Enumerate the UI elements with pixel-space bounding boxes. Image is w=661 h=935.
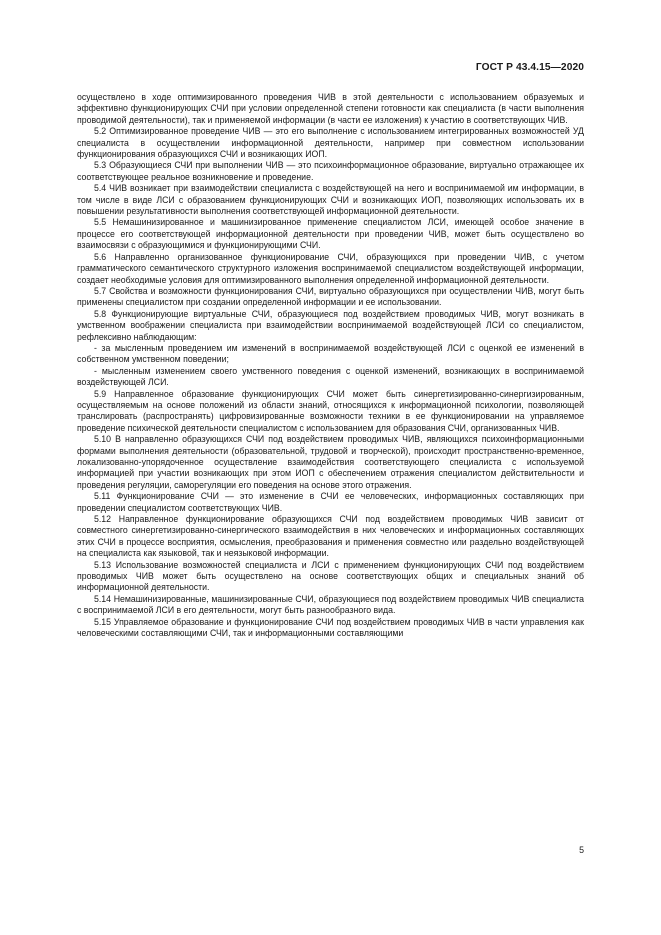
paragraph-continuation: осуществлено в ходе оптимизированного проведения ЧИВ в этой деятельности с использованием образуемых и эффективно функционирующих СЧИ при условии определенной степени готовности как специалиста (в части выполнения проводимой деятельности), так и применяемой информации (в части ее изложения) к участию в соответствующих ЧИВ. [77,92,584,125]
list-item-5-8-b: - мысленным изменением своего умственного поведения с оценкой изменений, возникающих в воспринимаемой воздействующей ЛСИ. [77,365,584,388]
paragraph-5-13: 5.13 Использование возможностей специалиста и ЛСИ с применением функционирующих СЧИ под воздействием проводимых ЧИВ может быть осуществлено на основе соответствующих общих и специальных знаний об информационной деятельности. [77,559,584,593]
paragraph-5-14: 5.14 Немашинизированные, машинизированные СЧИ, образующиеся под воздействием проводимых ЧИВ специалиста с воспринимаемой ЛСИ в его деятельности, могут быть разнообразного вида. [77,593,584,616]
paragraph-5-11: 5.11 Функционирование СЧИ — это изменение в СЧИ ее человеческих, информационных составляющих при проведении специалистом соответствующих ЧИВ. [77,491,584,513]
list-item-5-8-a: - за мысленным проведением им изменений в воспринимаемой воздействующей ЛСИ с оценкой ее изменений в собственном умственном поведении; [77,342,584,365]
page-number: 5 [579,845,584,855]
paragraph-5-3: 5.3 Образующиеся СЧИ при выполнении ЧИВ — это психоинформационное образование, виртуально отражающее их соответствующее реальное возникновение и проведение. [77,160,584,182]
paragraph-5-6: 5.6 Направленно организованное функционирование СЧИ, образующихся при проведении ЧИВ, с учетом грамматического семантического структурного изложения воспринимаемой специалистом воздействующей информации, создает необходимые условия для оптимизированного выполнения определенной информационной деятельности. [77,251,584,285]
standard-code-header: ГОСТ Р 43.4.15—2020 [475,62,584,73]
paragraph-5-4: 5.4 ЧИВ возникает при взаимодействии специалиста с воздействующей на него и воспринимаемой им информации, в том числе в виде ЛСИ с образованием функционирующих СЧИ и возникающих ИОП, позволяющих использовать их в повышении результативности выполнения соответствующей информационной деятельности. [77,183,584,217]
paragraph-5-15: 5.15 Управляемое образование и функционирование СЧИ под воздействием проводимых ЧИВ в части управления как человеческими составляющими СЧИ, так и информационными составляющими [77,616,584,639]
document-body [77,92,584,640]
paragraph-5-8: 5.8 Функционирующие виртуальные СЧИ, образующиеся под воздействием проводимых ЧИВ, могут возникать в умственном воображении специалиста при взаимодействии воспринимаемой воздействующей ЛСИ со специалистом, рефлексивно наблюдающим: [77,308,584,342]
paragraph-5-2: 5.2 Оптимизированное проведение ЧИВ — это его выполнение с использованием интегрированных возможностей УД специалиста в осуществлении информационной деятельности, например при совместном использовании функционирования образующихся СЧИ и возникающих ИОП. [77,126,584,160]
paragraph-5-10: 5.10 В направленно образующихся СЧИ под воздействием проводимых ЧИВ, являющихся психоинформационными формами выполнения деятельности (образовательной, трудовой и творческой), происходит пространственно-временное, локализованно-упорядоченное осуществление взаимодействия соответствующего специалиста с используемой информацией при участии возникающих при этом ИОП с обеспечением отражения специалистом действительности и проведения регуляции, саморегуляции его поведения на основе этого отражения. [77,434,584,490]
paragraph-5-12: 5.12 Направленное функционирование образующихся СЧИ под воздействием проводимых ЧИВ зависит от совместного синергетизированно-синергического взаимодействия в них человеческих и информационных составляющих этих СЧИ в процессе восприятия, осмысления, преобразования и применения совместно или раздельно воздействующей на специалиста как языковой, так и неязыковой информации. [77,514,584,559]
paragraph-5-9: 5.9 Направленное образование функционирующих СЧИ может быть синергетизированно-синергизированным, осуществляемым на основе положений из области знаний, относящихся к информационной психологии, позволяющей транслировать (распространять) цифровизированные возможности техники в ее функционировании на управляемое проведение психической деятельности специалистом с использованием для образования СЧИ, организованных ЧИВ. [77,388,584,433]
paragraph-5-5: 5.5 Немашинизированное и машинизированное применение специалистом ЛСИ, имеющей особое значение в процессе его соответствующей информационной деятельности при проведении ЧИВ, может быть осуществлено во взаимосвязи с образующимися и функционирующими СЧИ. [77,217,584,251]
paragraph-5-7: 5.7 Свойства и возможности функционирования СЧИ, виртуально образующихся при осуществлении ЧИВ, могут быть применены специалистом при создании определенной информации и ее использовании. [77,285,584,308]
